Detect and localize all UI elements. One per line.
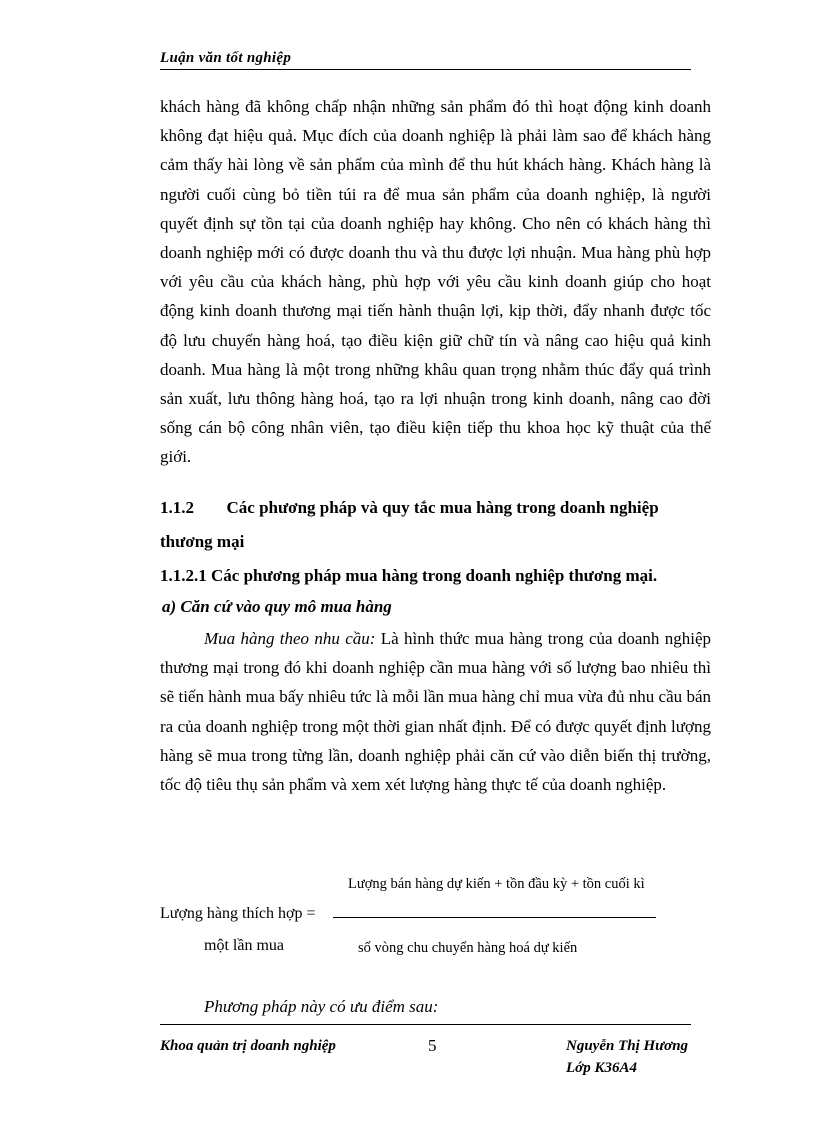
section-heading-1-1-2 [160, 498, 659, 518]
body-paragraph-1: khách hàng đã không chấp nhận những sản phẩm đó thì hoạt động kinh doanh không đạt hiệu quả. Mục đích của doanh nghiệp là phải làm sao để khách hàng cảm thấy hài lòng về sản phẩm của mình để thu hút khách hàng. Khách hàng là người cuối cùng bỏ tiền túi ra để mua sản phẩm của doanh nghiệp, là người quyết định sự tồn tại của doanh nghiệp hay không. Cho nên có khách hàng thì doanh nghiệp mới có được doanh thu và thu được lợi nhuận. Mua hàng phù hợp với yêu cầu của khách hàng, phù hợp với yêu cầu kinh doanh giúp cho hoạt động kinh doanh thương mại tiến hành thuận lợi, kịp thời, đẩy nhanh được tốc độ lưu chuyển hàng hoá, tạo điều kiện giữ chữ tín và nâng cao hiệu quả kinh doanh. Mua hàng là một trong những khâu quan trọng nhằm thúc đẩy quá trình sản xuất, lưu thông hàng hoá, tạo ra lợi nhuận trong kinh doanh, nâng cao đời sống cán bộ công nhân viên, tạo điều kiện tiếp thu khoa học kỹ thuật của thế giới. [160, 97, 711, 467]
section-title-line1: Các phương pháp và quy tắc mua hàng trong doanh nghiệp [226, 498, 659, 517]
footer-department: Khoa quản trị doanh nghiệp [160, 1038, 336, 1054]
section-number: 1.1.2 [160, 498, 194, 517]
formula-numerator: Lượng bán hàng dự kiến + tồn đầu kỳ + tồn cuối kì [348, 876, 645, 892]
header-title: Luận văn tốt nghiệp [160, 50, 292, 66]
paragraph-lead: Mua hàng theo nhu cầu: [204, 629, 376, 648]
footer-divider [160, 1024, 691, 1025]
page-header [160, 49, 691, 70]
formula-label-line2: một lần mua [204, 937, 284, 954]
paragraph-text: Là hình thức mua hàng trong của doanh nghiệp thương mại trong đó khi doanh nghiệp cần mua hàng với số lượng bao nhiêu thì sẽ tiến hành mua bấy nhiêu tức là mỗi lần mua hàng chỉ mua vừa đủ nhu cầu bán ra của doanh nghiệp trong một thời gian nhất định. Để có được quyết định lượng hàng sẽ mua trong từng lần, doanh nghiệp phải căn cứ vào diễn biến thị trường, tốc độ tiêu thụ sản phẩm và xem xét lượng hàng thực tế của doanh nghiệp. [160, 629, 711, 795]
body-last-line: Phương pháp này có ưu điểm sau: [204, 997, 439, 1016]
page-number: 5 [428, 1036, 437, 1055]
formula-label-line1: Lượng hàng thích hợp = [160, 905, 316, 922]
fraction-bar [333, 917, 656, 918]
section-heading-1-1-2-1: 1.1.2.1 Các phương pháp mua hàng trong doanh nghiệp thương mại. [160, 566, 658, 585]
section-heading-1-1-2-line2: thương mại [160, 532, 245, 551]
formula-denominator: số vòng chu chuyển hàng hoá dự kiến [358, 940, 578, 956]
footer-class: Lớp K36A4 [566, 1060, 637, 1076]
subheading-a: a) Căn cứ vào quy mô mua hàng [162, 597, 392, 616]
body-paragraph-2 [160, 624, 711, 799]
footer-author: Nguyễn Thị Hương [566, 1038, 689, 1054]
